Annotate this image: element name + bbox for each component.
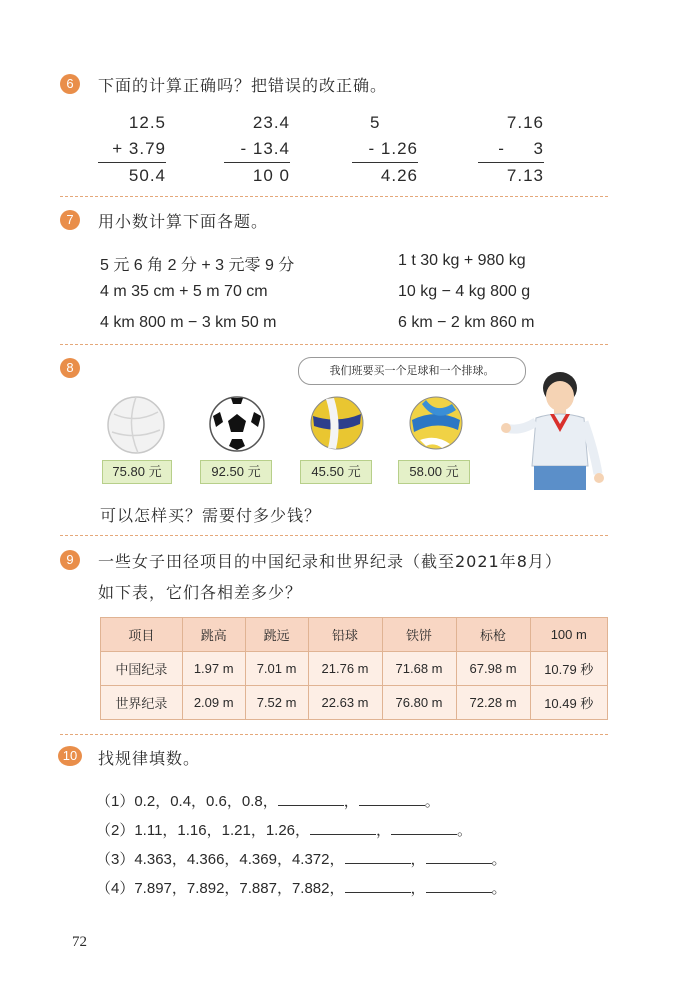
q10-item-2 <box>96 819 472 840</box>
table-row <box>101 686 608 720</box>
speech-bubble: 我们班要买一个足球和一个排球。 <box>298 357 526 385</box>
question-number-10: 10 <box>58 746 82 766</box>
answer-blank[interactable] <box>359 791 425 806</box>
table-cell: 7.52 m <box>245 686 308 720</box>
price-tag-1: 75.80 元 <box>102 460 172 484</box>
answer-blank[interactable] <box>345 849 411 864</box>
price-tag-3: 45.50 元 <box>300 460 372 484</box>
q6-prompt: 下面的计算正确吗？把错误的改正确。 <box>98 76 388 95</box>
q6-p1-top: 12.5 <box>128 113 166 132</box>
table-cell: 1.97 m <box>182 652 245 686</box>
answer-blank[interactable] <box>426 878 492 893</box>
table-cell: 中国纪录 <box>101 652 183 686</box>
q10-prompt: 找规律填数。 <box>98 749 201 768</box>
table-cell: 22.63 m <box>308 686 382 720</box>
period: 。 <box>457 822 473 839</box>
q10-item-sequence: 1.11，1.16，1.21，1.26， <box>134 822 311 839</box>
q6-problem-4 <box>478 110 544 189</box>
answer-blank[interactable] <box>345 878 411 893</box>
q8-question: 可以怎样买？需要付多少钱？ <box>100 506 322 525</box>
period: 。 <box>424 793 440 810</box>
table-header-cell: 跳高 <box>182 618 245 652</box>
q6-p4-result: 7.13 <box>506 166 544 185</box>
table-row <box>101 652 608 686</box>
page-number: 72 <box>72 934 87 950</box>
q6-p2-op: - 13.4 <box>240 139 290 158</box>
q6-p1-result: 50.4 <box>128 166 166 185</box>
blue-yellow-volleyball-image <box>308 394 366 452</box>
white-volleyball-image <box>104 394 168 456</box>
q6-p4-top: 7.16 <box>506 113 544 132</box>
table-cell: 2.09 m <box>182 686 245 720</box>
q9-prompt-line2: 如下表，它们各相差多少？ <box>98 583 303 602</box>
table-header-cell: 项目 <box>101 618 183 652</box>
q10-item-sequence: 7.897，7.892，7.887，7.882， <box>134 880 345 897</box>
table-cell: 10.79 秒 <box>530 652 607 686</box>
colorful-volleyball-image <box>406 394 466 452</box>
q6-p4-op: - 3 <box>498 139 544 158</box>
q6-p2-result: 10 0 <box>252 166 290 185</box>
table-cell: 71.68 m <box>382 652 456 686</box>
answer-blank[interactable] <box>391 820 457 835</box>
table-header-cell: 铅球 <box>308 618 382 652</box>
section-divider <box>60 535 608 536</box>
answer-blank[interactable] <box>278 791 344 806</box>
comma: ， <box>376 822 392 839</box>
q10-item-3 <box>96 848 507 869</box>
q7-left-2: 4 m 35 cm + 5 m 70 cm <box>100 283 268 300</box>
question-number-6: 6 <box>60 74 80 94</box>
q10-item-label: （4） <box>96 880 135 897</box>
answer-blank[interactable] <box>310 820 376 835</box>
comma: ， <box>343 793 359 810</box>
q10-item-label: （1） <box>96 793 135 810</box>
q10-item-1 <box>96 790 440 811</box>
q10-item-sequence: 4.363，4.366，4.369，4.372， <box>134 851 345 868</box>
table-header-cell: 跳远 <box>245 618 308 652</box>
q7-left-3: 4 km 800 m − 3 km 50 m <box>100 314 277 331</box>
table-header-cell: 100 m <box>530 618 607 652</box>
table-header-cell: 标枪 <box>456 618 530 652</box>
question-number-7: 7 <box>60 210 80 230</box>
comma: ， <box>410 880 426 897</box>
section-divider <box>60 196 608 197</box>
price-tag-2: 92.50 元 <box>200 460 272 484</box>
table-cell: 10.49 秒 <box>530 686 607 720</box>
comma: ， <box>410 851 426 868</box>
section-divider <box>60 344 608 345</box>
student-illustration <box>500 370 610 494</box>
period: 。 <box>491 851 507 868</box>
table-header-row <box>101 618 608 652</box>
q6-problem-1 <box>98 110 166 189</box>
period: 。 <box>491 880 507 897</box>
section-divider <box>60 734 608 735</box>
q7-left-1: 5 元 6 角 2 分 + 3 元零 9 分 <box>100 257 295 274</box>
table-header-cell: 铁饼 <box>382 618 456 652</box>
table-cell: 7.01 m <box>245 652 308 686</box>
question-number-8: 8 <box>60 358 80 378</box>
q7-right-2: 10 kg − 4 kg 800 g <box>398 283 531 300</box>
q10-item-label: （2） <box>96 822 135 839</box>
q7-prompt: 用小数计算下面各题。 <box>98 212 269 231</box>
price-tag-4: 58.00 元 <box>398 460 470 484</box>
soccer-ball-image <box>207 394 267 454</box>
q6-p1-op: + 3.79 <box>112 139 166 158</box>
q6-problem-2 <box>224 110 290 189</box>
table-cell: 世界纪录 <box>101 686 183 720</box>
records-table <box>100 617 608 720</box>
q6-p3-result: 4.26 <box>380 166 418 185</box>
q6-p2-top: 23.4 <box>252 113 290 132</box>
q6-p3-top: 5 <box>370 113 381 132</box>
q7-right-1: 1 t 30 kg + 980 kg <box>398 252 526 269</box>
q9-prompt-line1: 一些女子田径项目的中国纪录和世界纪录（截至2021年8月） <box>98 552 562 571</box>
q6-p3-op: - 1.26 <box>368 139 418 158</box>
q10-item-sequence: 0.2，0.4，0.6，0.8， <box>134 793 278 810</box>
table-cell: 21.76 m <box>308 652 382 686</box>
table-cell: 72.28 m <box>456 686 530 720</box>
q10-item-4 <box>96 877 507 898</box>
q10-item-label: （3） <box>96 851 135 868</box>
answer-blank[interactable] <box>426 849 492 864</box>
q6-problem-3 <box>352 110 418 189</box>
q7-right-3: 6 km − 2 km 860 m <box>398 314 535 331</box>
table-cell: 67.98 m <box>456 652 530 686</box>
question-number-9: 9 <box>60 550 80 570</box>
table-cell: 76.80 m <box>382 686 456 720</box>
